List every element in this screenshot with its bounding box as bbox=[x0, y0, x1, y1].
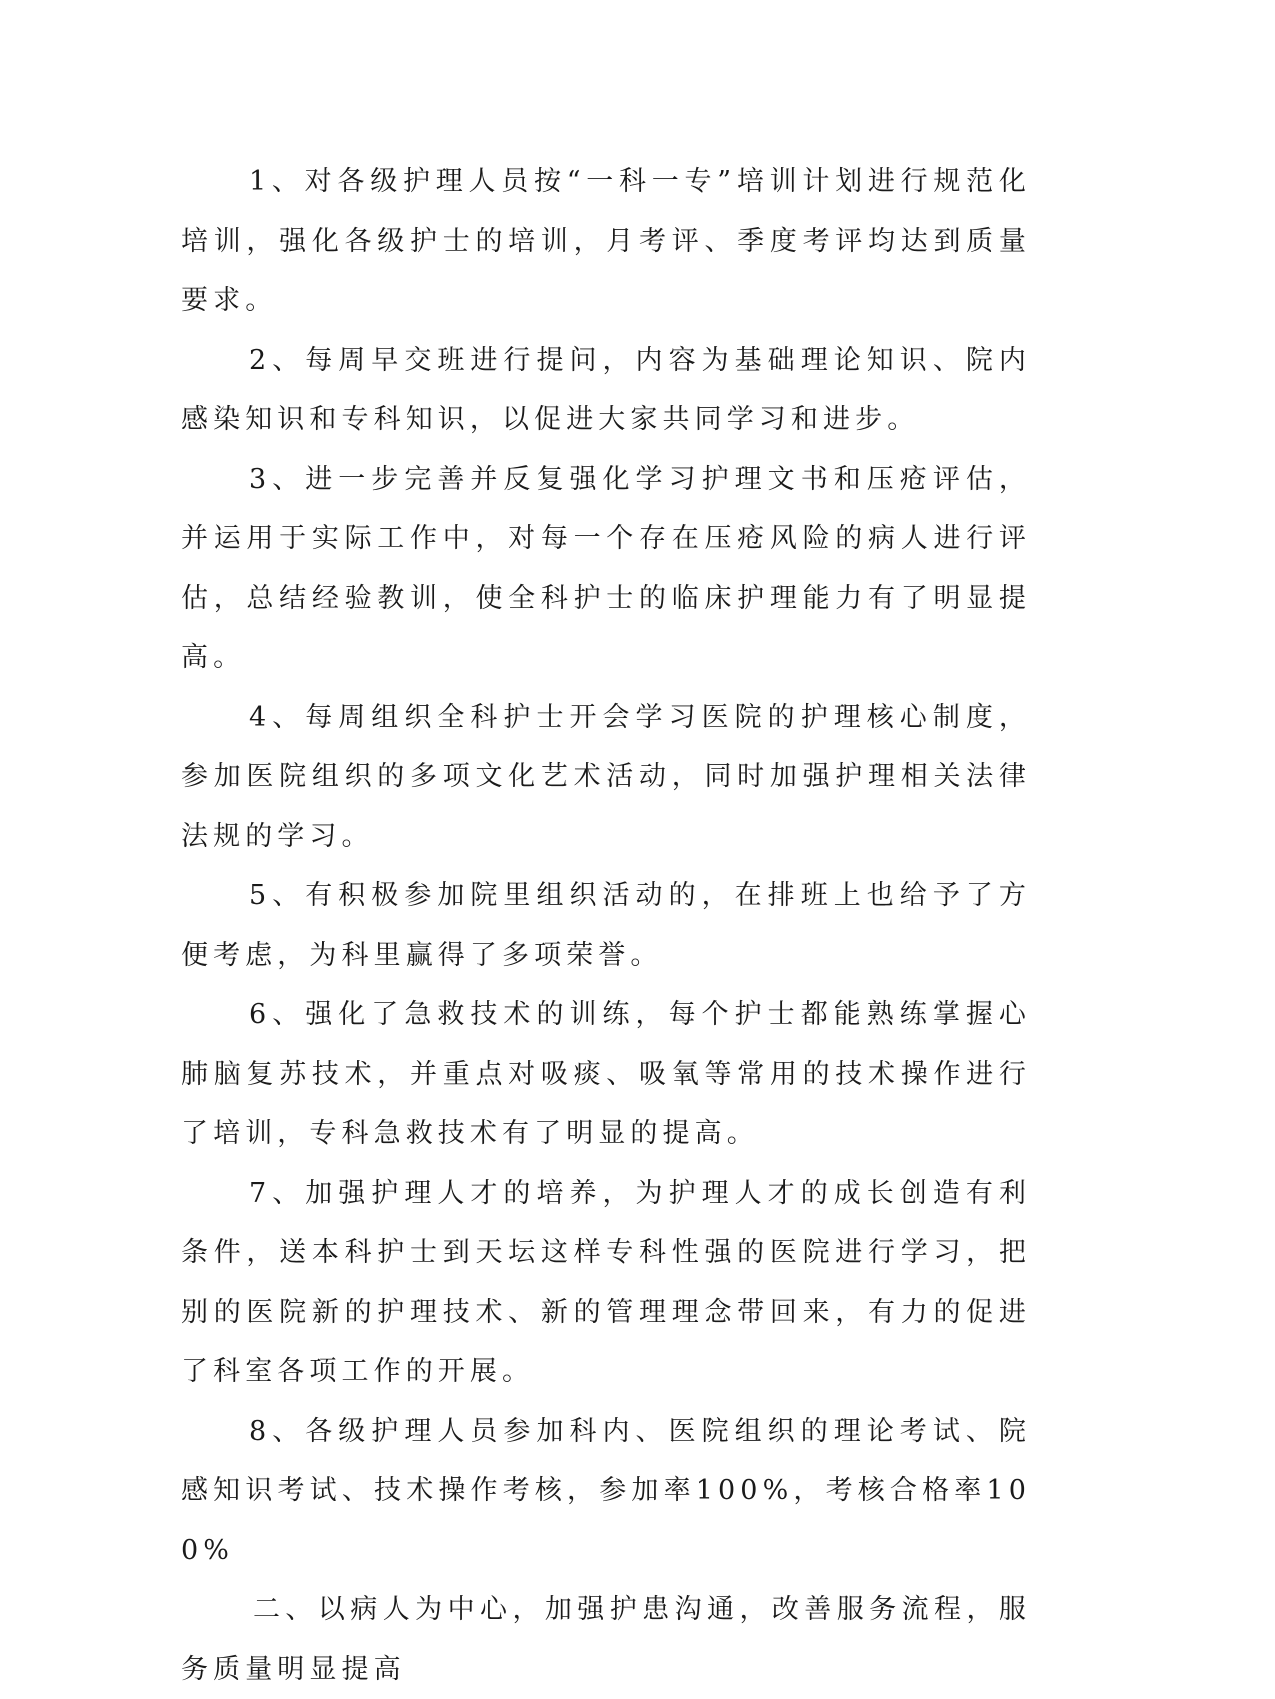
paragraph-item-7: 7、加强护理人才的培养，为护理人才的成长创造有利条件，送本科护士到天坛这样专科性强的医院进行学习，把别的医院新的护理技术、新的管理理念带回来，有力的促进了科室各项工作的开展。 bbox=[181, 1177, 1031, 1387]
paragraph-item-8: 8、各级护理人员参加科内、医院组织的理论考试、院感知识考试、技术操作考核，参加率100%，考核合格率100% bbox=[181, 1415, 1031, 1566]
section-heading: 二、以病人为中心，加强护患沟通，改善服务流程，服务质量明显提高 bbox=[181, 1594, 1031, 1685]
paragraph-item-1: 1、对各级护理人员按“一科一专”培训计划进行规范化培训，强化各级护士的培训，月考评、季度考评均达到质量要求。 bbox=[181, 166, 1031, 316]
paragraph-item-4: 4、每周组织全科护士开会学习医院的护理核心制度，参加医院组织的多项文化艺术活动，同时加强护理相关法律法规的学习。 bbox=[181, 701, 1031, 852]
document-body bbox=[181, 152, 1031, 1699]
paragraph-item-3: 3、进一步完善并反复强化学习护理文书和压疮评估，并运用于实际工作中，对每一个存在压疮风险的病人进行评估，总结经验教训，使全科护士的临床护理能力有了明显提高。 bbox=[181, 463, 1031, 673]
paragraph-item-6: 6、强化了急救技术的训练，每个护士都能熟练掌握心肺脑复苏技术，并重点对吸痰、吸氧等常用的技术操作进行了培训，专科急救技术有了明显的提高。 bbox=[181, 999, 1031, 1149]
paragraph-item-2: 2、每周早交班进行提问，内容为基础理论知识、院内感染知识和专科知识，以促进大家共同学习和进步。 bbox=[181, 344, 1031, 435]
paragraph-item-5: 5、有积极参加院里组织活动的，在排班上也给予了方便考虑，为科里赢得了多项荣誉。 bbox=[181, 880, 1031, 971]
